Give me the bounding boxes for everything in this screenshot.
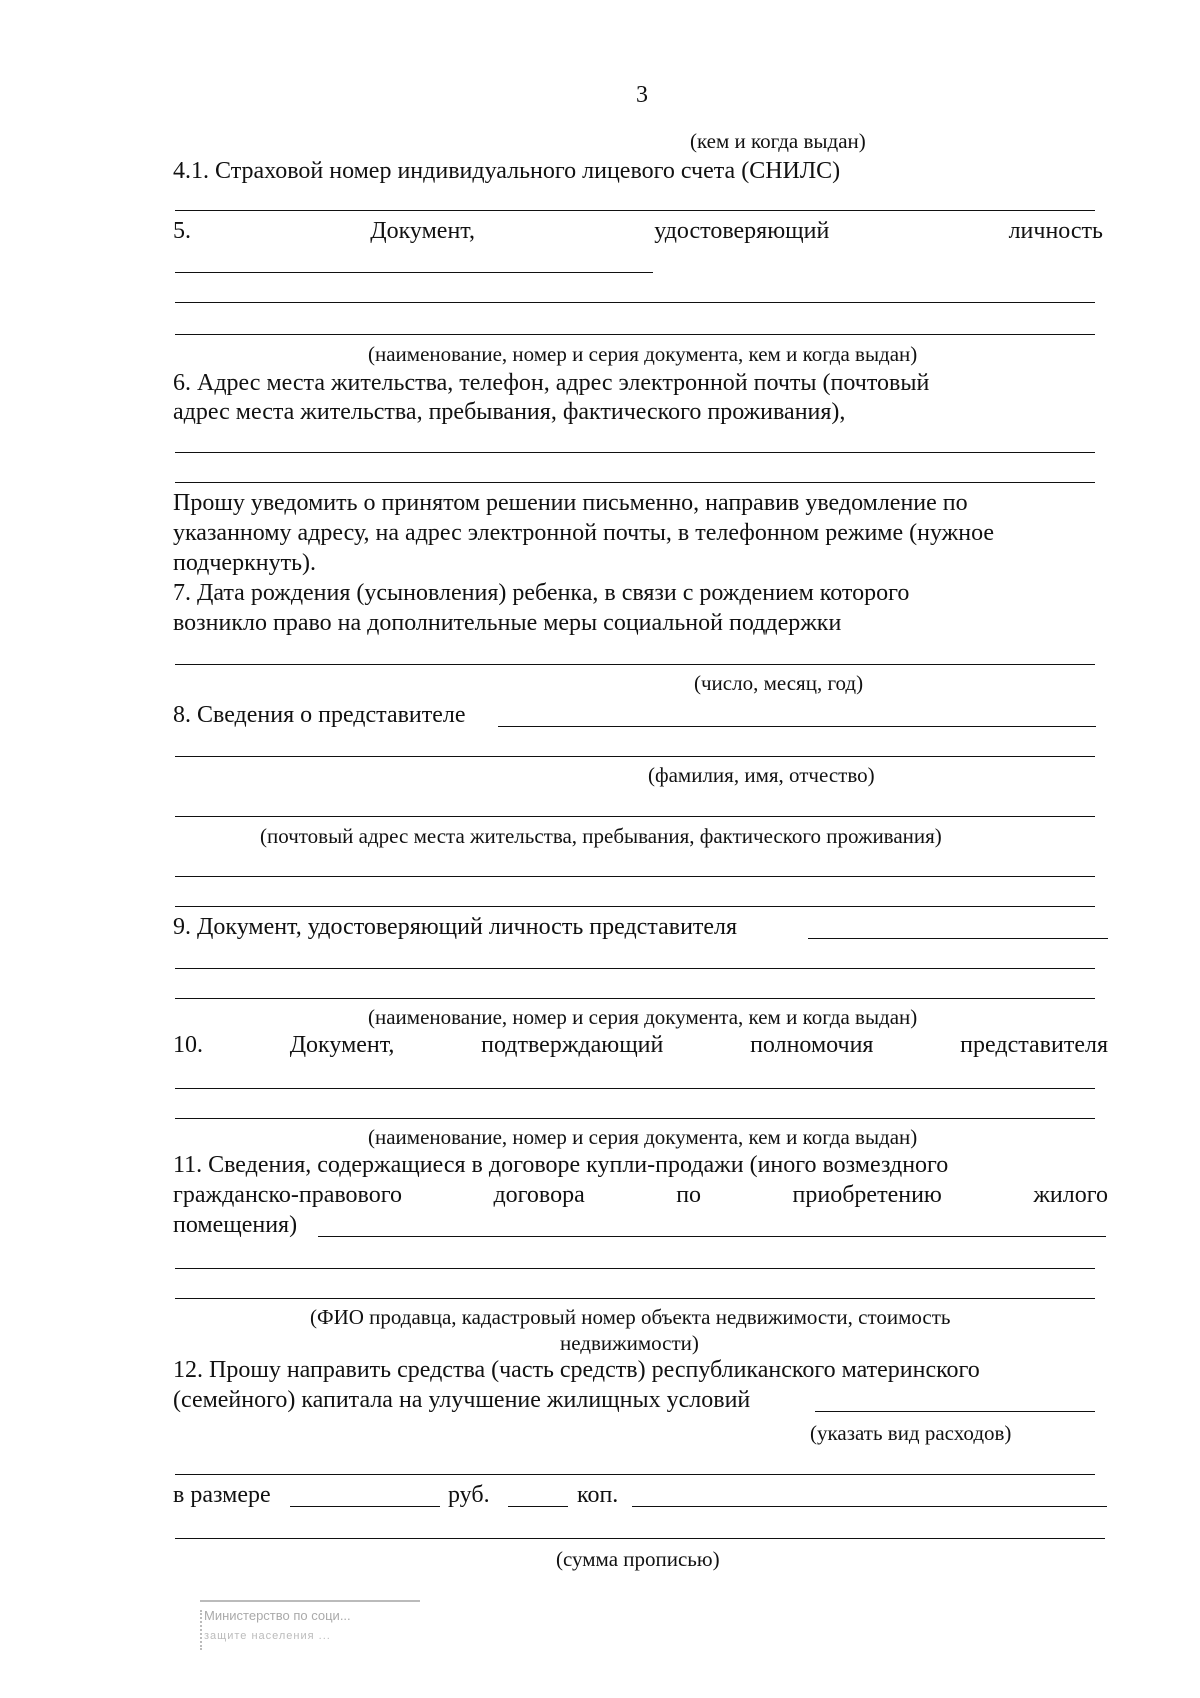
rub-amount-field-line[interactable] (290, 1506, 440, 1507)
contract-field-line[interactable] (175, 1268, 1095, 1269)
amount-label: в размере (173, 1482, 271, 1508)
notify-text-line3: подчеркнуть). (173, 550, 317, 576)
caption-seller-line1: (ФИО продавца, кадастровый номер объекта недвижимости, стоимость (310, 1305, 951, 1329)
caption-date: (число, месяц, год) (694, 671, 864, 695)
notify-text-line1: Прошу уведомить о принятом решении письменно, направив уведомление по (173, 490, 968, 516)
caption-postal-address: (почтовый адрес места жительства, пребывания, фактического проживания) (260, 824, 942, 848)
contract-field-line[interactable] (318, 1236, 1106, 1237)
page-number: 3 (636, 82, 648, 108)
caption-fio: (фамилия, имя, отчество) (648, 763, 875, 787)
authority-doc-field-line[interactable] (175, 1088, 1095, 1089)
rep-identity-field-line[interactable] (175, 968, 1095, 969)
item-7-birthdate-line1: 7. Дата рождения (усыновления) ребенка, в связи с рождением которого (173, 580, 910, 606)
caption-document-details: (наименование, номер и серия документа, кем и когда выдан) (368, 342, 918, 366)
stamp-side-rule (200, 1610, 202, 1650)
item-10-word: представителя (960, 1032, 1108, 1058)
stamp-text-line2: защите населения ... (204, 1630, 331, 1642)
representative-address-field-line[interactable] (175, 906, 1095, 907)
item-8-representative: 8. Сведения о представителе (173, 702, 466, 728)
rub-label: руб. (448, 1482, 490, 1508)
address-field-line[interactable] (175, 482, 1095, 483)
expense-field-line[interactable] (175, 1474, 1095, 1475)
caption-document-details-2: (наименование, номер и серия документа, кем и когда выдан) (368, 1005, 918, 1029)
representative-field-line[interactable] (498, 726, 1096, 727)
item-5-word: Документ, (370, 218, 475, 244)
item-4-1-snils: 4.1. Страховой номер индивидуального лицевого счета (СНИЛС) (173, 158, 841, 184)
item-11-word: жилого (1033, 1182, 1108, 1208)
representative-address-field-line[interactable] (175, 876, 1095, 877)
item-11-word: гражданско-правового (173, 1182, 402, 1208)
item-11-contract-line2 (173, 1180, 1108, 1210)
rep-identity-field-line[interactable] (175, 998, 1095, 999)
item-10-word: Документ, (289, 1032, 395, 1058)
contract-field-line[interactable] (175, 1298, 1095, 1299)
kop-amount-field-line[interactable] (508, 1506, 568, 1507)
identity-doc-field-line[interactable] (175, 302, 1095, 303)
birthdate-field-line[interactable] (175, 664, 1095, 665)
stamp-top-rule (200, 1600, 420, 1602)
representative-address-field-line[interactable] (175, 816, 1095, 817)
notify-text-line2: указанному адресу, на адрес электронной почты, в телефонном режиме (нужное (173, 520, 995, 546)
amount-words-field-line[interactable] (175, 1538, 1105, 1539)
item-10-word: подтверждающий (481, 1032, 664, 1058)
item-10-word: полномочия (750, 1032, 874, 1058)
expense-type-field-line[interactable] (815, 1411, 1095, 1412)
item-7-birthdate-line2: возникло право на дополнительные меры социальной поддержки (173, 610, 842, 636)
caption-sum-in-words: (сумма прописью) (556, 1547, 720, 1571)
item-5-word: удостоверяющий (654, 218, 830, 244)
rep-identity-field-line[interactable] (808, 938, 1108, 939)
identity-doc-field-line[interactable] (175, 272, 653, 273)
item-6-address-line2: адрес места жительства, пребывания, фактического проживания), (173, 399, 846, 425)
representative-field-line[interactable] (175, 756, 1095, 757)
caption-seller-line2: недвижимости) (560, 1331, 699, 1355)
item-9-representative-identity: 9. Документ, удостоверяющий личность представителя (173, 914, 738, 940)
item-6-address-line1: 6. Адрес места жительства, телефон, адрес электронной почты (почтовый (173, 370, 930, 396)
item-10-authority-document (173, 1030, 1108, 1060)
item-11-contract-line1: 11. Сведения, содержащиеся в договоре купли-продажи (иного возмездного (173, 1152, 949, 1178)
caption-document-details-3: (наименование, номер и серия документа, кем и когда выдан) (368, 1125, 918, 1149)
address-field-line[interactable] (175, 452, 1095, 453)
snils-field-line[interactable] (175, 210, 1095, 211)
caption-issued: (кем и когда выдан) (690, 129, 866, 153)
amount-words-field-line[interactable] (632, 1506, 1107, 1507)
identity-doc-field-line[interactable] (175, 334, 1095, 335)
item-11-contract-line3: помещения) (173, 1212, 298, 1238)
item-11-word: по (676, 1182, 702, 1208)
ministry-stamp (200, 1600, 430, 1660)
item-12-request-line2: (семейного) капитала на улучшение жилищных условий (173, 1387, 751, 1413)
item-5-word: 5. (173, 218, 191, 244)
authority-doc-field-line[interactable] (175, 1118, 1095, 1119)
item-11-word: договора (493, 1182, 585, 1208)
item-10-word: 10. (173, 1032, 203, 1058)
item-11-word: приобретению (792, 1182, 942, 1208)
caption-expense-type: (указать вид расходов) (810, 1421, 1012, 1445)
item-12-request-line1: 12. Прошу направить средства (часть средств) республиканского материнского (173, 1357, 980, 1383)
stamp-text-line1: Министерство по соци... (204, 1608, 351, 1623)
item-5-identity-document (173, 216, 1103, 246)
item-5-word: личность (1008, 218, 1103, 244)
kop-label: коп. (577, 1482, 619, 1508)
